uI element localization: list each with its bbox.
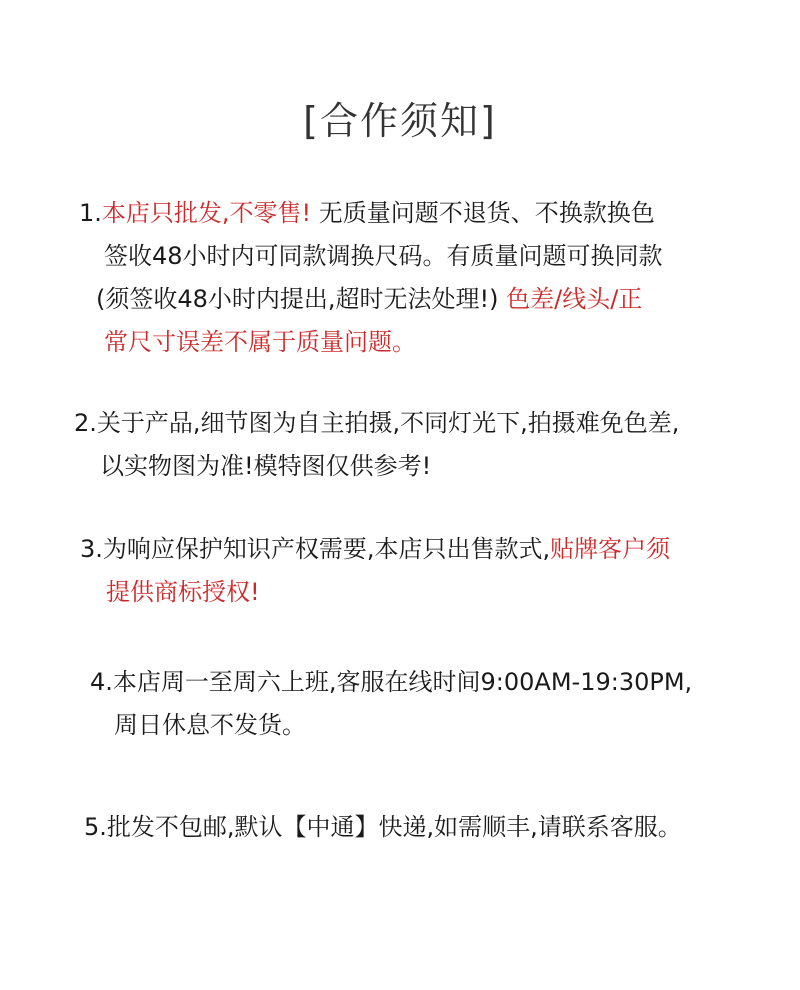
- notice-3-line-2: [0, 571, 670, 614]
- notice-1-line-2: [0, 235, 663, 278]
- notice-4-line-1: [0, 661, 692, 704]
- notice-1-wholesale-only: 本店只批发,不零售!: [101, 199, 312, 227]
- notice-5-shipping-text: 5.批发不包邮,默认【中通】快递,如需顺丰,请联系客服。: [84, 813, 682, 841]
- notice-4-sunday-text: 周日休息不发货。: [114, 711, 306, 739]
- notice-3: [0, 528, 670, 614]
- notice-2-line-2: [0, 445, 679, 488]
- notice-3-trademark-text: 提供商标授权!: [106, 578, 260, 606]
- notice-3-ip-text: 3.为响应保护知识产权需要,本店只出售款式,: [80, 535, 551, 563]
- notice-3-line-1: [0, 528, 670, 571]
- notice-2: [0, 402, 679, 488]
- notice-1-number: 1.: [79, 199, 102, 227]
- notice-1-line-4: [0, 321, 663, 364]
- notice-3-oem-text: 贴牌客户须: [550, 535, 671, 563]
- notice-4-line-2: [0, 704, 692, 747]
- notice-1-line-1: [0, 192, 663, 235]
- notice-4: [0, 661, 692, 747]
- notice-4-hours-text: 4.本店周一至周六上班,客服在线时间9:00AM-19:30PM,: [90, 668, 693, 696]
- page-title: [合作须知]: [303, 99, 497, 143]
- notice-1-no-return: 无质量问题不退货、不换款换色: [311, 199, 655, 227]
- notice-1-line-3: [0, 278, 663, 321]
- notice-1-defects-text: 色差/线头/正: [506, 285, 643, 313]
- notice-1-exchange-text: 签收48小时内可同款调换尺码。有质量问题可换同款: [104, 242, 663, 270]
- notice-5: [0, 806, 682, 849]
- notice-2-reference-text: 以实物图为准!模特图仅供参考!: [100, 452, 432, 480]
- notice-2-line-1: [0, 402, 679, 445]
- notice-1-deadline-text: (须签收48小时内提出,超时无法处理!): [96, 285, 507, 313]
- notice-1: [0, 192, 663, 364]
- notice-5-line-1: [0, 806, 682, 849]
- notice-2-photo-text: 2.关于产品,细节图为自主拍摄,不同灯光下,拍摄难免色差,: [74, 409, 680, 437]
- notice-1-not-quality-text: 常尺寸误差不属于质量问题。: [104, 328, 416, 356]
